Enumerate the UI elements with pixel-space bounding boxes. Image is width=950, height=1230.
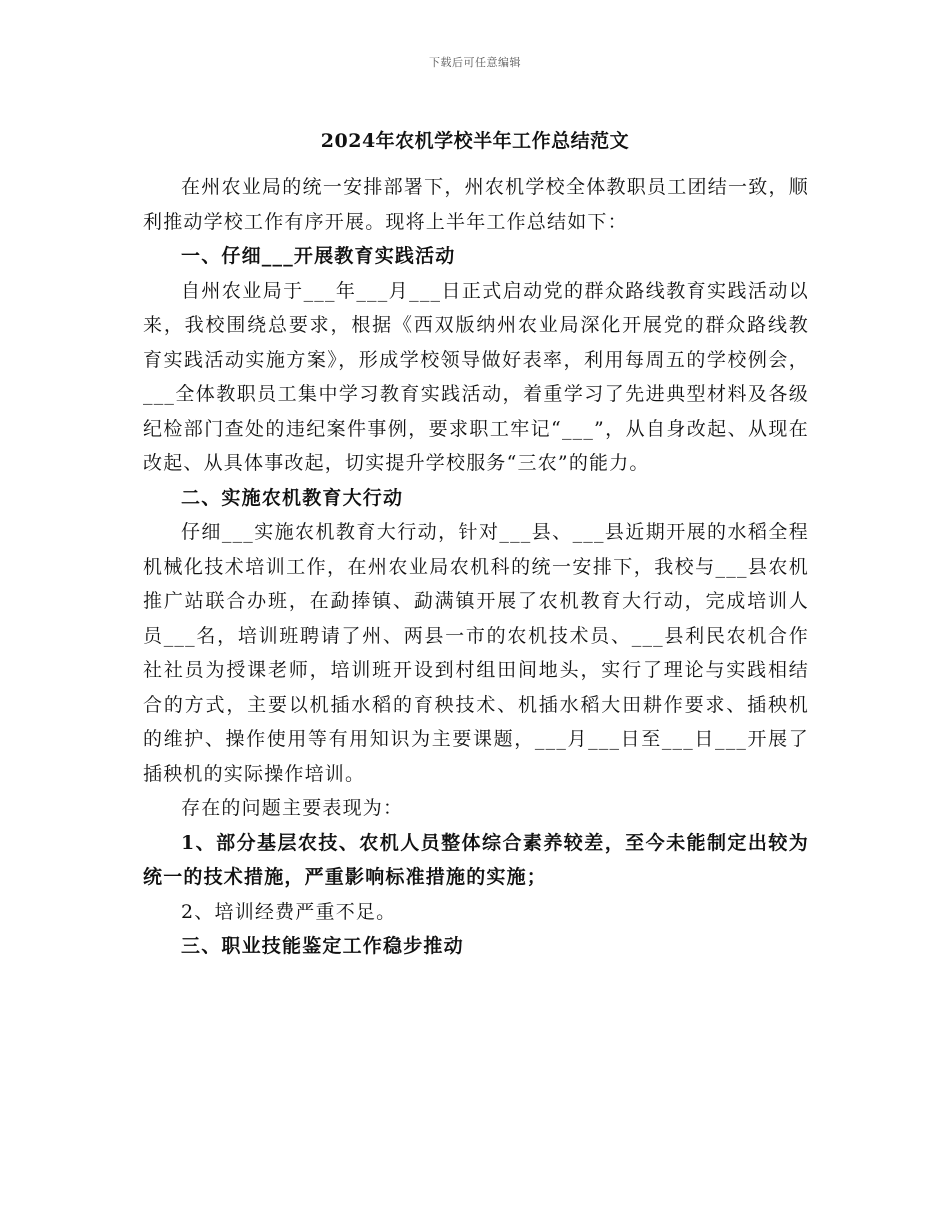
document-title: 2024年农机学校半年工作总结范文 xyxy=(320,130,630,152)
problems-intro-paragraph: 存在的问题主要表现为： xyxy=(181,797,404,819)
intro-paragraph: 在州农业局的统一安排部署下，州农机学校全体教职员工团结一致，顺利推动学校工作有序开展。现将上半年工作总结如下： xyxy=(143,176,809,233)
section-heading-1: 一、仔细___开展教育实践活动 xyxy=(181,245,456,267)
section-2-paragraph: 仔细___实施农机教育大行动，针对___县、___县近期开展的水稻全程机械化技术培训工作，在州农业局农机科的统一安排下，我校与___县农机推广站联合办班，在勐捧镇、勐满镇开展了农机教育大行动，完成培训人员___名，培训班聘请了州、两县一市的农机技术员、___县利民农机合作社社员为授课老师，培训班开设到村组田间地头，实行了理论与实践相结合的方式，主要以机插水稻的育秧技术、机插水稻大田耕作要求、插秧机的维护、操作使用等有用知识为主要课题，___月___日至___日___开展了插秧机的实际操作培训。 xyxy=(143,521,809,785)
problem-item-1: 1、部分基层农技、农机人员整体综合素养较差，至今未能制定出较为统一的技术措施，严重影响标准措施的实施； xyxy=(143,831,809,888)
document-body xyxy=(143,170,809,964)
section-heading-3: 三、职业技能鉴定工作稳步推动 xyxy=(181,935,464,957)
section-1-paragraph: 自州农业局于___年___月___日正式启动党的群众路线教育实践活动以来，我校围绕总要求，根据《西双版纳州农业局深化开展党的群众路线教育实践活动实施方案》，形成学校领导做好表率，利用每周五的学校例会，___全体教职员工集中学习教育实践活动，着重学习了先进典型材料及各级纪检部门查处的违纪案件事例，要求职工牢记“___”，从自身改起、从现在改起、从具体事改起，切实提升学校服务“三农”的能力。 xyxy=(143,279,809,474)
problem-item-2: 2、培训经费严重不足。 xyxy=(181,900,397,923)
section-heading-2: 二、实施农机教育大行动 xyxy=(181,486,404,509)
page-header-note: 下载后可任意编辑 xyxy=(429,56,521,69)
